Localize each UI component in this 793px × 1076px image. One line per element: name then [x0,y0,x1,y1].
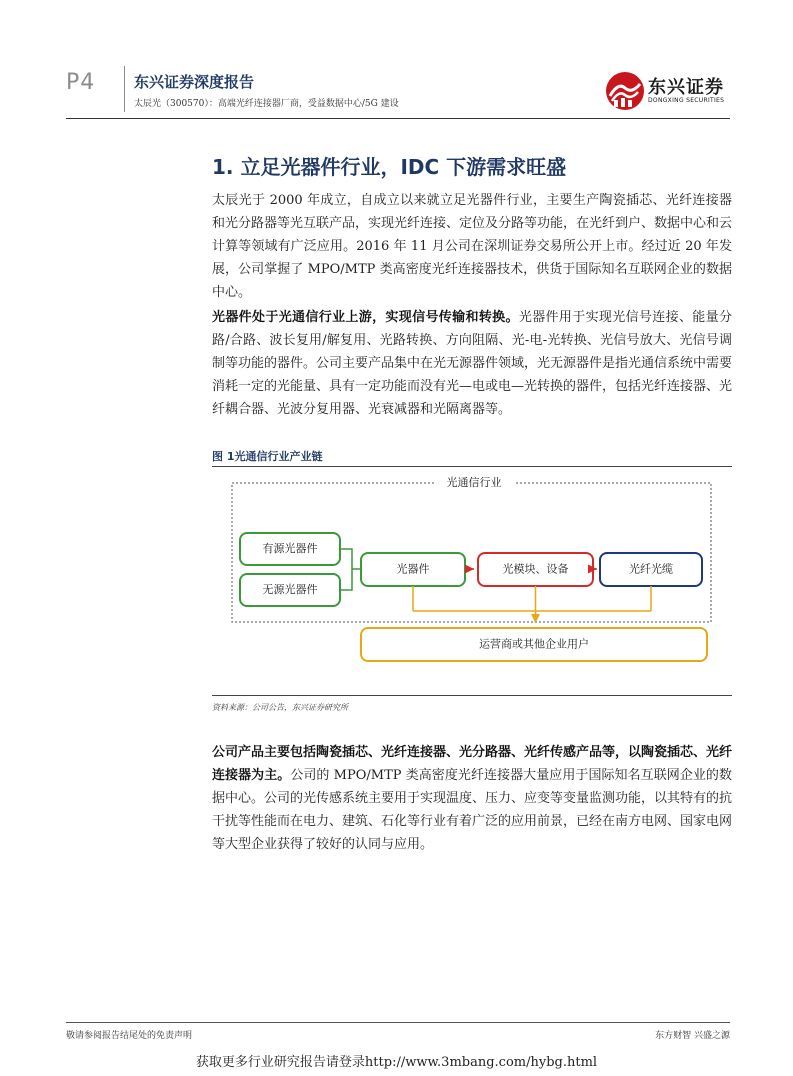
industry-chain-diagram [212,466,732,695]
paragraph-products-text: 公司的 MPO/MTP 类高密度光纤连接器大量应用于国际知名互联网企业的数据中心。公司的光传感系统主要用于实现温度、压力、应变等变量监测功能，以其特有的抗干扰等性能而在电力、建筑、石化等行业有着广泛的应用前景，已经在南方电网、国家电网等大型企业获得了较好的认同与应用。 [212,768,733,852]
users-label: 运营商或其他企业用户 [479,637,589,651]
header-divider [124,66,125,112]
green-bracket [340,549,352,590]
paragraph-optical-devices-lead: 光器件处于光通信行业上游，实现信号传输和转换。 [212,310,519,325]
logo-emblem-icon [604,70,646,112]
logo-chinese-name: 东兴证券 [648,77,724,98]
active-device-label: 有源光器件 [262,542,318,555]
figure-title: 图 1光通信行业产业链 [212,450,323,463]
industry-group-label: 光通信行业 [446,476,502,489]
header-rule [66,118,730,119]
report-type: 东兴证券深度报告 [134,73,255,91]
footer-rule [66,1022,730,1023]
optical-device-label: 光器件 [396,562,430,576]
figure-bottom-rule [212,695,732,696]
paragraph-optical-devices-text: 光器件用于实现光信号连接、能量分路/合路、波长复用/解复用、光路转换、方向阻隔、光-电-光转换、光信号放大、光信号调制等功能的器件。公司主要产品集中在光无源器件领域，光无源器件是指光通信系统中需要消耗一定的光能量、具有一定功能而没有光—电或电—光转换的器件，包括光纤连接器、光纤耦合器、光波分复用器、光衰减器和光隔离器等。 [212,310,733,417]
download-banner: 获取更多行业研究报告请登录http://www.3mbang.com/hybg.html [195,1055,598,1070]
paragraph-intro [212,189,732,304]
report-subtitle: 太辰光（300570）：高端光纤连接器厂商，受益数据中心/5G 建设 [134,99,399,109]
page-number: P4 [66,70,96,95]
module-equipment-label: 光模块、设备 [502,562,569,576]
company-logo [604,70,734,112]
paragraph-optical-devices [212,306,732,421]
paragraph-intro-text: 太辰光于 2000 年成立，自成立以来就立足光器件行业，主要生产陶瓷插芯、光纤连接器和光分路器等光互联产品，实现光纤连接、定位及分路等功能，在光纤到户、数据中心和云计算等领域有广泛应用。2016 年 11 月公司在深圳证券交易所公开上市。经过近 20 年发展，公司掌握了 MPO/MTP 类高密度光纤连接器技术，供货于国际知名互联网企业的数据中心。 [212,193,733,300]
fiber-cable-label: 光纤光缆 [629,562,673,576]
footer-disclaimer: 敬请参阅报告结尾处的免责声明 [66,1031,193,1041]
figure-source: 资料来源：公司公告，东兴证券研究所 [212,703,348,712]
footer-slogan: 东方财智 兴盛之源 [655,1031,730,1041]
paragraph-products [212,741,732,856]
logo-english-name: DONGXING SECURITIES [648,97,725,104]
passive-device-label: 无源光器件 [262,583,318,596]
section-title: 1. 立足光器件行业，IDC 下游需求旺盛 [212,155,567,179]
paragraph-products-lead: 公司产品主要包括陶瓷插芯、光纤连接器、光分路器、光纤传感产品等，以陶瓷插芯、光纤连接器为主。 [212,745,733,783]
